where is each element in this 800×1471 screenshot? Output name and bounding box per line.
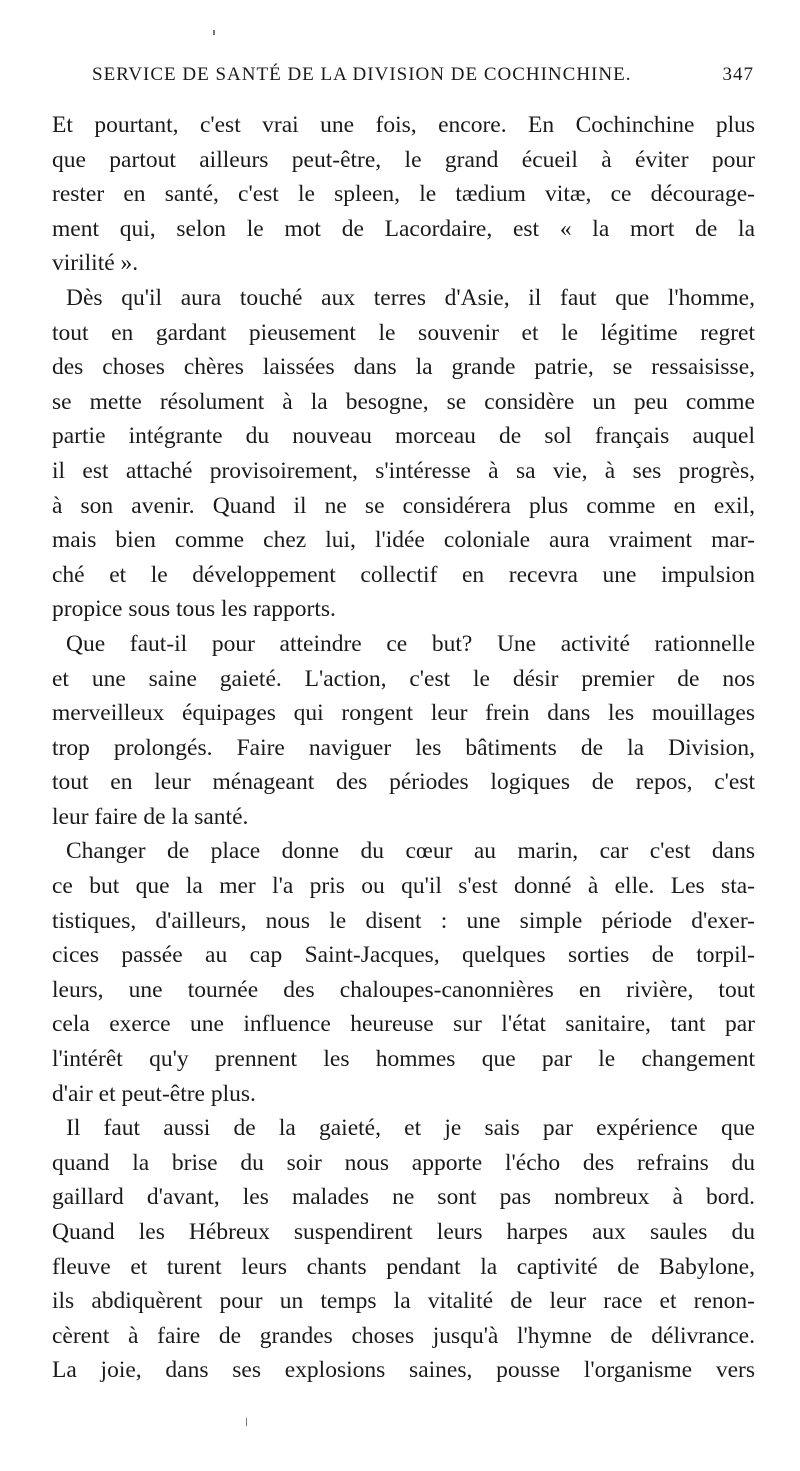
text-line: Dès qu'il aura touché aux terres d'Asie, il faut que l'homme, bbox=[66, 284, 755, 311]
text-line: trop prolongés. Faire naviguer les bâtiments de la Division, bbox=[52, 734, 755, 761]
text-line: partie intégrante du nouveau morceau de sol français auquel bbox=[52, 423, 755, 450]
text-line: cices passée au cap Saint-Jacques, quelques sorties de torpil- bbox=[52, 942, 755, 969]
text-line: et une saine gaieté. L'action, c'est le désir premier de nos bbox=[52, 665, 755, 692]
text-line: ché et le développement collectif en recevra une impulsion bbox=[52, 561, 755, 588]
text-line: virilité ». bbox=[52, 250, 139, 277]
scan-speck-bottom bbox=[246, 1418, 247, 1426]
text-line: il est attaché provisoirement, s'intéresse à sa vie, à ses progrès, bbox=[52, 457, 755, 484]
text-line: Et pourtant, c'est vrai une fois, encore. En Cochinchine plus bbox=[52, 112, 755, 138]
text-line: à son avenir. Quand il ne se considérera plus comme en exil, bbox=[52, 492, 755, 519]
text-line: gaillard d'avant, les malades ne sont pas nombreux à bord. bbox=[52, 1184, 755, 1211]
text-line: ce but que la mer l'a pris ou qu'il s'est donné à elle. Les sta- bbox=[52, 873, 755, 900]
text-line: Quand les Hébreux suspendirent leurs harpes aux saules du bbox=[52, 1219, 755, 1245]
text-line: d'air et peut-être plus. bbox=[52, 1080, 256, 1107]
text-line: merveilleux équipages qui rongent leur frein dans les mouillages bbox=[52, 700, 755, 727]
text-line: Que faut-il pour atteindre ce but? Une activité rationnelle bbox=[66, 630, 755, 657]
text-line: tout en gardant pieusement le souvenir et le légitime regret bbox=[52, 319, 755, 346]
text-line: ils abdiquèrent pour un temps la vitalité de leur race et renon- bbox=[52, 1288, 755, 1315]
text-line: se mette résolument à la besogne, se considère un peu comme bbox=[52, 388, 755, 415]
body-text bbox=[52, 108, 755, 1388]
running-header-title: SERVICE DE SANTÉ DE LA DIVISION DE COCHINCHINE. bbox=[92, 64, 632, 85]
text-line: que partout ailleurs peut-être, le grand écueil à éviter pour bbox=[52, 146, 755, 173]
text-line: cèrent à faire de grandes choses jusqu'à l'hymne de délivrance. bbox=[52, 1322, 755, 1349]
text-line: fleuve et turent leurs chants pendant la captivité de Babylone, bbox=[52, 1253, 755, 1280]
text-line: leurs, une tournée des chaloupes-canonnières en rivière, tout bbox=[52, 976, 755, 1003]
text-line: Il faut aussi de la gaieté, et je sais par expérience que bbox=[66, 1115, 755, 1142]
text-line: tout en leur ménageant des périodes logiques de repos, c'est bbox=[52, 769, 755, 796]
text-line: quand la brise du soir nous apporte l'écho des refrains du bbox=[52, 1149, 755, 1176]
text-line: propice sous tous les rapports. bbox=[52, 596, 336, 623]
text-line: La joie, dans ses explosions saines, pousse l'organisme vers bbox=[52, 1357, 755, 1384]
text-line: tistiques, d'ailleurs, nous le disent : une simple période d'exer- bbox=[52, 907, 755, 934]
text-line: rester en santé, c'est le spleen, le tædium vitæ, ce décourage- bbox=[52, 181, 755, 208]
page-number: 347 bbox=[722, 64, 754, 85]
text-line: l'intérêt qu'y prennent les hommes que par le changement bbox=[52, 1046, 755, 1073]
text-line: leur faire de la santé. bbox=[52, 803, 249, 830]
text-line: cela exerce une influence heureuse sur l'état sanitaire, tant par bbox=[52, 1011, 755, 1038]
text-line: ment qui, selon le mot de Lacordaire, est « la mort de la bbox=[52, 215, 755, 242]
scan-speck-top bbox=[213, 30, 215, 35]
text-line: mais bien comme chez lui, l'idée coloniale aura vraiment mar- bbox=[52, 527, 755, 554]
text-line: Changer de place donne du cœur au marin, car c'est dans bbox=[66, 838, 755, 865]
running-header bbox=[92, 64, 754, 94]
text-line: des choses chères laissées dans la grande patrie, se ressaisisse, bbox=[52, 354, 755, 381]
